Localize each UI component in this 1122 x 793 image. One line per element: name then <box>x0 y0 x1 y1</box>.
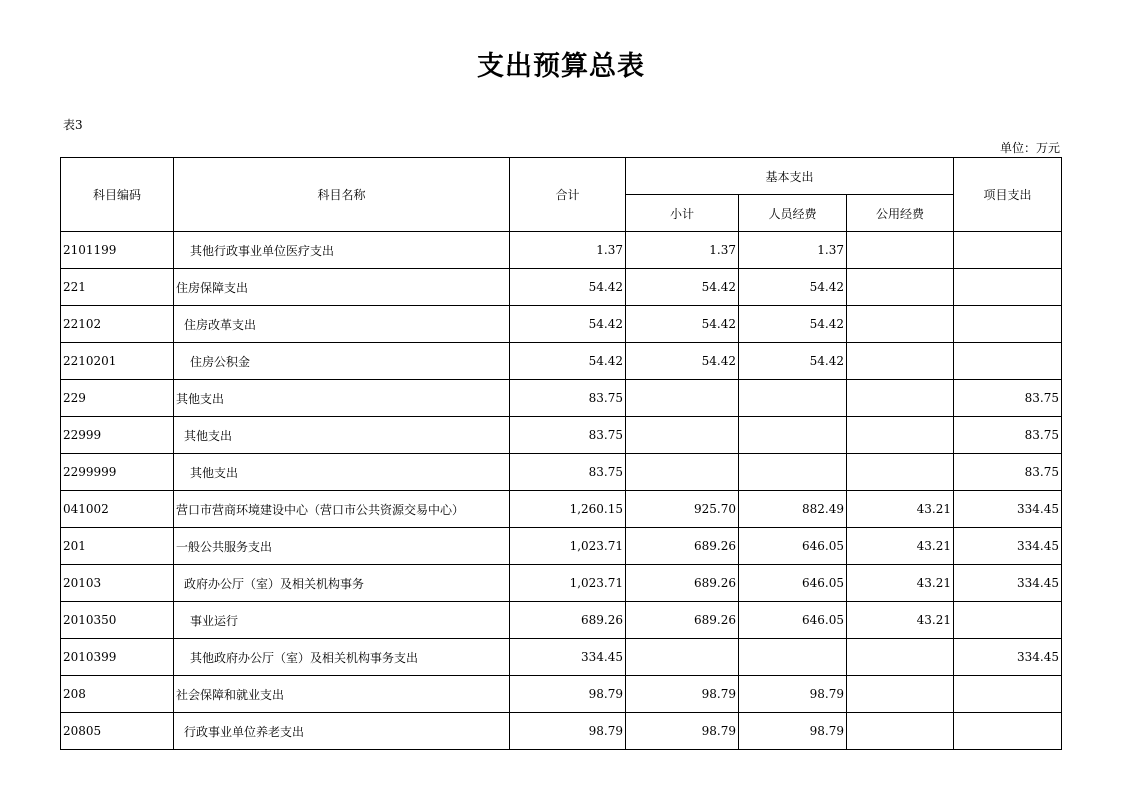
cell-project <box>954 676 1062 713</box>
table-row <box>61 269 1062 306</box>
cell-public <box>847 417 954 454</box>
cell-personnel <box>739 417 847 454</box>
cell-name: 政府办公厅（室）及相关机构事务 <box>174 565 510 602</box>
header-code: 科目编码 <box>61 158 174 232</box>
cell-subtotal: 689.26 <box>626 602 739 639</box>
cell-name: 住房改革支出 <box>174 306 510 343</box>
cell-subtotal <box>626 380 739 417</box>
cell-total: 1.37 <box>510 232 626 269</box>
cell-subtotal: 689.26 <box>626 528 739 565</box>
cell-project: 334.45 <box>954 565 1062 602</box>
cell-project: 334.45 <box>954 528 1062 565</box>
cell-code: 041002 <box>61 491 174 528</box>
cell-name: 营口市营商环境建设中心（营口市公共资源交易中心） <box>174 491 510 528</box>
cell-project: 83.75 <box>954 417 1062 454</box>
cell-subtotal <box>626 417 739 454</box>
table-number: 表3 <box>63 118 83 132</box>
cell-personnel: 646.05 <box>739 528 847 565</box>
header-basic: 基本支出 <box>626 158 954 195</box>
cell-project <box>954 343 1062 380</box>
cell-subtotal: 689.26 <box>626 565 739 602</box>
header-name: 科目名称 <box>174 158 510 232</box>
cell-name: 一般公共服务支出 <box>174 528 510 565</box>
table-row <box>61 343 1062 380</box>
page-title: 支出预算总表 <box>477 51 645 82</box>
cell-name: 其他政府办公厅（室）及相关机构事务支出 <box>174 639 510 676</box>
cell-personnel: 98.79 <box>739 676 847 713</box>
table-row <box>61 232 1062 269</box>
cell-total: 1,260.15 <box>510 491 626 528</box>
cell-code: 22102 <box>61 306 174 343</box>
cell-code: 201 <box>61 528 174 565</box>
cell-code: 229 <box>61 380 174 417</box>
cell-name: 事业运行 <box>174 602 510 639</box>
table-row <box>61 713 1062 750</box>
table-row <box>61 491 1062 528</box>
table-row <box>61 565 1062 602</box>
cell-code: 208 <box>61 676 174 713</box>
cell-code: 2299999 <box>61 454 174 491</box>
cell-personnel: 98.79 <box>739 713 847 750</box>
table-row <box>61 306 1062 343</box>
cell-total: 83.75 <box>510 380 626 417</box>
cell-public: 43.21 <box>847 491 954 528</box>
cell-personnel: 646.05 <box>739 602 847 639</box>
cell-total: 689.26 <box>510 602 626 639</box>
cell-code: 2010399 <box>61 639 174 676</box>
cell-subtotal: 54.42 <box>626 343 739 380</box>
cell-public: 43.21 <box>847 565 954 602</box>
cell-public <box>847 232 954 269</box>
expenditure-budget-table <box>60 157 1062 750</box>
cell-total: 334.45 <box>510 639 626 676</box>
cell-name: 其他支出 <box>174 417 510 454</box>
cell-personnel: 54.42 <box>739 269 847 306</box>
header-subtotal: 小计 <box>626 195 739 232</box>
table-row <box>61 602 1062 639</box>
cell-project: 334.45 <box>954 639 1062 676</box>
cell-public <box>847 713 954 750</box>
cell-code: 2010350 <box>61 602 174 639</box>
table-row <box>61 639 1062 676</box>
cell-personnel: 882.49 <box>739 491 847 528</box>
cell-subtotal: 98.79 <box>626 676 739 713</box>
cell-name: 其他行政事业单位医疗支出 <box>174 232 510 269</box>
cell-code: 20805 <box>61 713 174 750</box>
cell-public <box>847 269 954 306</box>
cell-subtotal: 54.42 <box>626 306 739 343</box>
cell-code: 221 <box>61 269 174 306</box>
table-row <box>61 417 1062 454</box>
cell-public <box>847 306 954 343</box>
cell-project <box>954 602 1062 639</box>
cell-project: 83.75 <box>954 454 1062 491</box>
cell-personnel <box>739 639 847 676</box>
cell-name: 住房公积金 <box>174 343 510 380</box>
cell-total: 54.42 <box>510 306 626 343</box>
cell-total: 83.75 <box>510 417 626 454</box>
table-row <box>61 676 1062 713</box>
cell-personnel <box>739 380 847 417</box>
header-project: 项目支出 <box>954 158 1062 232</box>
cell-total: 54.42 <box>510 343 626 380</box>
cell-subtotal: 925.70 <box>626 491 739 528</box>
unit-label: 单位：万元 <box>999 141 1060 155</box>
cell-code: 2210201 <box>61 343 174 380</box>
cell-subtotal: 98.79 <box>626 713 739 750</box>
cell-public <box>847 343 954 380</box>
cell-public <box>847 676 954 713</box>
cell-code: 22999 <box>61 417 174 454</box>
cell-public: 43.21 <box>847 602 954 639</box>
cell-name: 其他支出 <box>174 380 510 417</box>
cell-total: 1,023.71 <box>510 528 626 565</box>
header-public: 公用经费 <box>847 195 954 232</box>
cell-subtotal: 1.37 <box>626 232 739 269</box>
cell-public <box>847 380 954 417</box>
cell-personnel: 54.42 <box>739 306 847 343</box>
cell-personnel: 54.42 <box>739 343 847 380</box>
cell-public: 43.21 <box>847 528 954 565</box>
cell-project <box>954 232 1062 269</box>
cell-subtotal <box>626 454 739 491</box>
cell-total: 98.79 <box>510 713 626 750</box>
cell-project: 83.75 <box>954 380 1062 417</box>
cell-personnel <box>739 454 847 491</box>
header-total: 合计 <box>510 158 626 232</box>
cell-personnel: 1.37 <box>739 232 847 269</box>
table-row <box>61 380 1062 417</box>
cell-code: 2101199 <box>61 232 174 269</box>
cell-project: 334.45 <box>954 491 1062 528</box>
table-body <box>61 232 1062 750</box>
cell-total: 54.42 <box>510 269 626 306</box>
cell-total: 1,023.71 <box>510 565 626 602</box>
cell-subtotal <box>626 639 739 676</box>
cell-code: 20103 <box>61 565 174 602</box>
cell-name: 其他支出 <box>174 454 510 491</box>
cell-subtotal: 54.42 <box>626 269 739 306</box>
cell-name: 行政事业单位养老支出 <box>174 713 510 750</box>
table-row <box>61 528 1062 565</box>
cell-total: 83.75 <box>510 454 626 491</box>
cell-personnel: 646.05 <box>739 565 847 602</box>
header-personnel: 人员经费 <box>739 195 847 232</box>
cell-project <box>954 269 1062 306</box>
cell-public <box>847 639 954 676</box>
table-row <box>61 454 1062 491</box>
cell-project <box>954 306 1062 343</box>
cell-project <box>954 713 1062 750</box>
cell-total: 98.79 <box>510 676 626 713</box>
cell-public <box>847 454 954 491</box>
cell-name: 住房保障支出 <box>174 269 510 306</box>
cell-name: 社会保障和就业支出 <box>174 676 510 713</box>
